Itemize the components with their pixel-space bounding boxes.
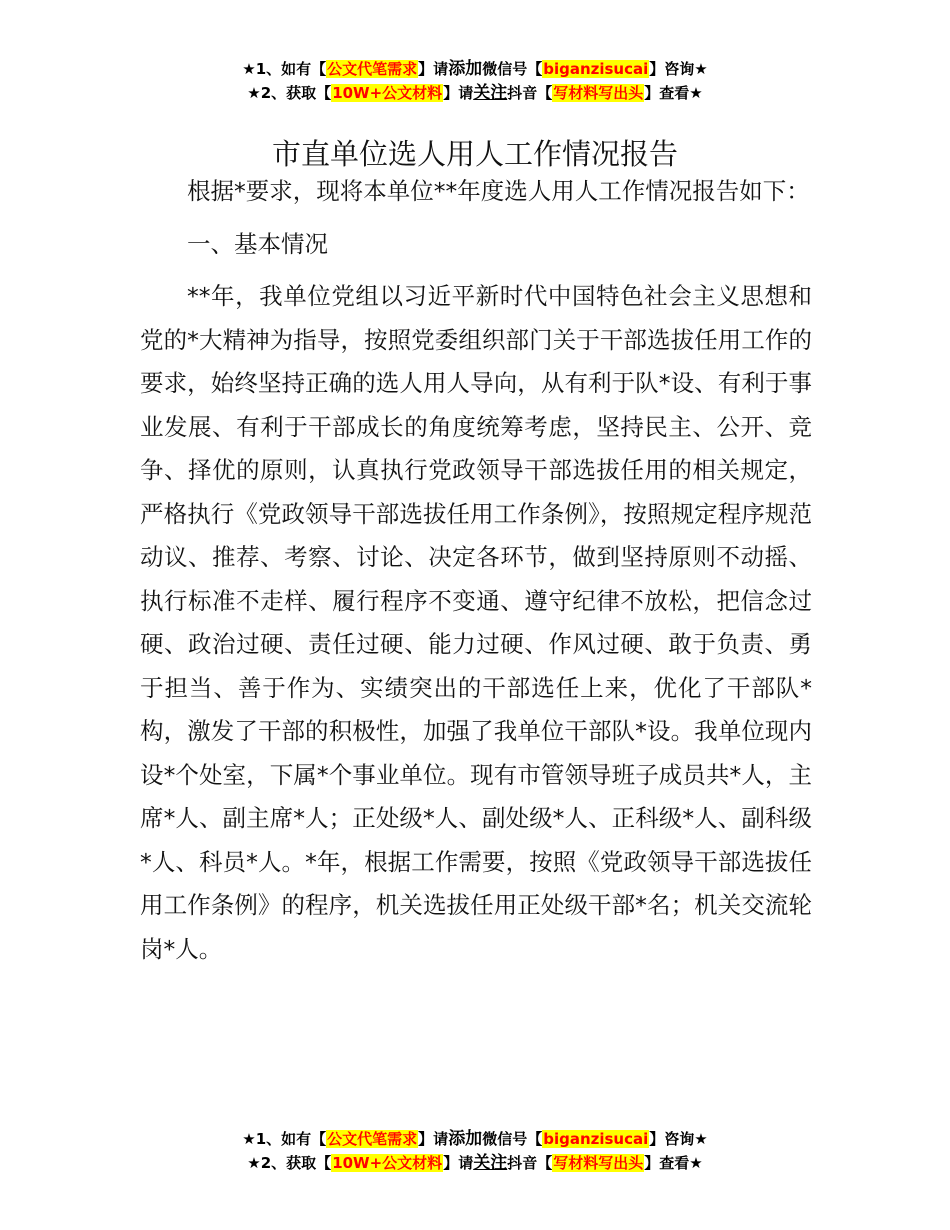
banner-highlight: 10W+公文材料 — [332, 1154, 443, 1172]
banner-text: 】咨询★ — [649, 60, 708, 78]
banner-highlight: biganzisucai — [543, 1130, 649, 1148]
banner-text: 抖音【 — [507, 1154, 553, 1172]
banner-text: 】请 — [443, 84, 474, 102]
banner-text: ★1、如有【 — [242, 1130, 327, 1148]
intro-paragraph: 根据*要求，现将本单位**年度选人用人工作情况报告如下： — [187, 177, 810, 205]
banner-highlight: 写材料写出头 — [553, 1154, 644, 1172]
banner-text: 抖音【 — [507, 84, 553, 102]
banner-highlight: 公文代笔需求 — [327, 1130, 418, 1148]
banner-line-2 — [0, 81, 950, 105]
banner-text: 】查看★ — [644, 84, 703, 102]
banner-highlight: 公文代笔需求 — [327, 60, 418, 78]
banner-highlight: biganzisucai — [543, 60, 649, 78]
banner-emphasis: 添加 — [448, 1129, 483, 1149]
document-title: 市直单位选人用人工作情况报告 — [271, 137, 678, 172]
banner-text: 微信号【 — [482, 1130, 543, 1148]
banner-text: 】查看★ — [644, 1154, 703, 1172]
footer-banner — [0, 1127, 950, 1175]
banner-line-2 — [0, 1151, 950, 1175]
banner-highlight: 写材料写出头 — [553, 84, 644, 102]
banner-text: 】请 — [443, 1154, 474, 1172]
banner-highlight: 10W+公文材料 — [332, 84, 443, 102]
banner-text: ★2、获取【 — [247, 84, 332, 102]
banner-emphasis: 关注 — [473, 83, 508, 103]
header-banner — [0, 57, 950, 105]
section-heading: 一、基本情况 — [187, 229, 328, 258]
banner-text: ★1、如有【 — [242, 60, 327, 78]
banner-text: ★2、获取【 — [247, 1154, 332, 1172]
banner-text: 微信号【 — [482, 60, 543, 78]
banner-text: 】请 — [418, 1130, 449, 1148]
document-body — [140, 170, 812, 971]
banner-emphasis: 关注 — [473, 1153, 508, 1173]
banner-line-1 — [0, 1127, 950, 1151]
banner-text: 】请 — [418, 60, 449, 78]
banner-line-1 — [0, 57, 950, 81]
banner-emphasis: 添加 — [448, 59, 483, 79]
section-body-paragraph: **年，我单位党组以习近平新时代中国特色社会主义思想和党的*大精神为指导，按照党委组织部门关于干部选拔任用工作的要求，始终坚持正确的选人用人导向，从有利于队*设、有利于事业发展、有利于干部成长的角度统筹考虑，坚持民主、公开、竞争、择优的原则，认真执行党政领导干部选拔任用的相关规定，严格执行《党政领导干部选拔任用工作条例》，按照规定程序规范动议、推荐、考察、讨论、决定各环节，做到坚持原则不动摇、执行标准不走样、履行程序不变通、遵守纪律不放松，把信念过硬、政治过硬、责任过硬、能力过硬、作风过硬、敢于负责、勇于担当、善于作为、实绩突出的干部选任上来，优化了干部队*构，激发了干部的积极性，加强了我单位干部队*设。我单位现内设*个处室，下属*个事业单位。现有市管领导班子成员共*人，主席*人、副主席*人；正处级*人、副处级*人、正科级*人、副科级*人、科员*人。*年，根据工作需要，按照《党政领导干部选拔任用工作条例》的程序，机关选拔任用正处级干部*名；机关交流轮岗*人。 — [140, 282, 812, 963]
banner-text: 】咨询★ — [649, 1130, 708, 1148]
